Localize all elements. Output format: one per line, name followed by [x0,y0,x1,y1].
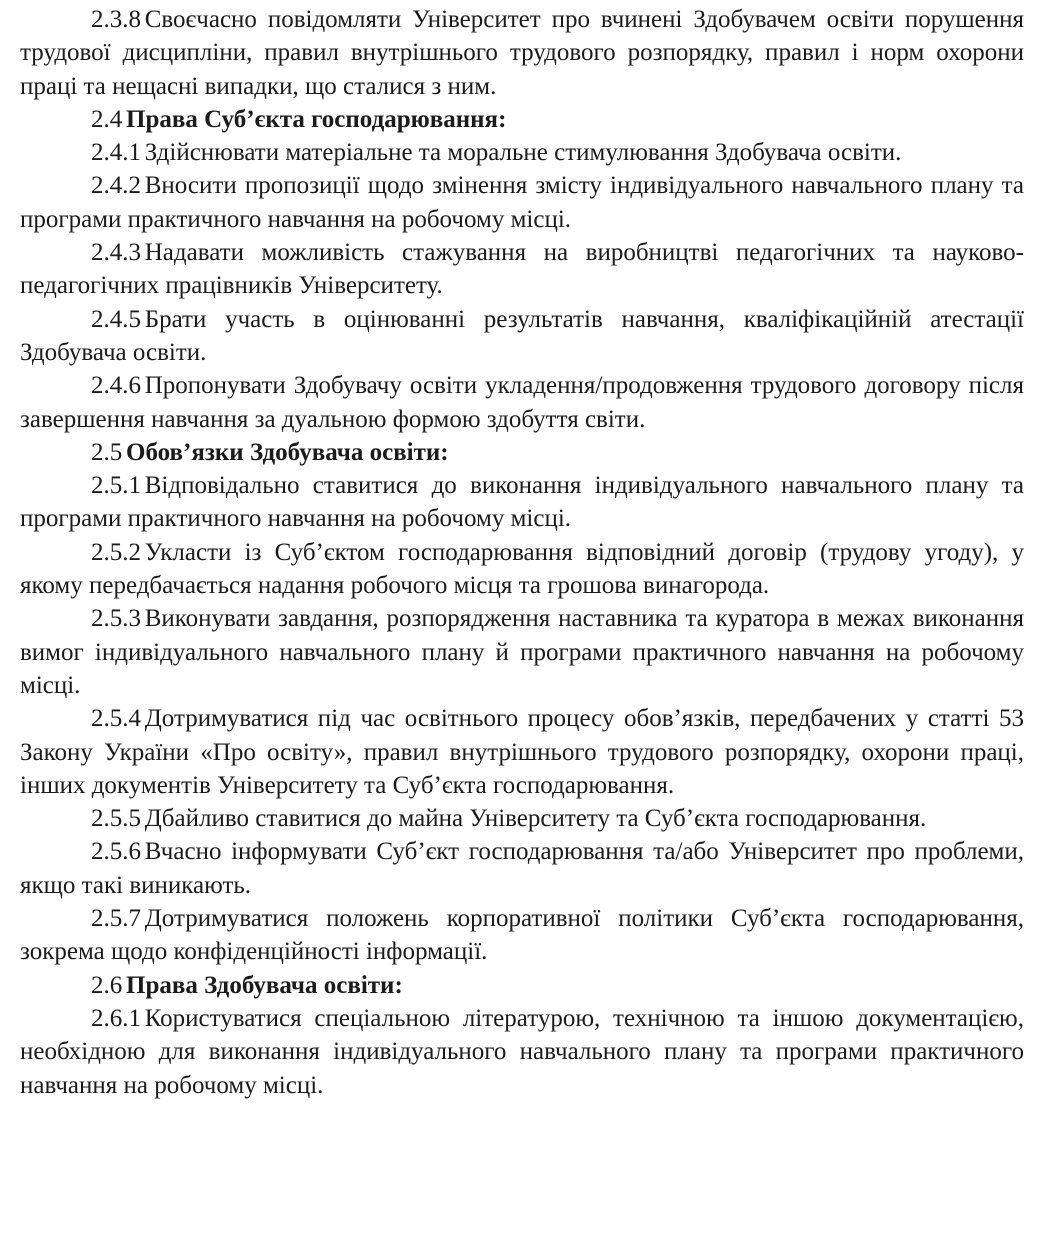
clause-number: 2.4.6 [91,372,141,400]
clause-number: 2.4.3 [91,239,141,267]
section-title: Обов’язки Здобувача освіти: [126,438,449,466]
clause-text: Виконувати завдання, розпорядження наставника та куратора в межах виконання вимог індивідуального навчального плану й програми практичного навчання на робочому місці. [20,605,1024,699]
section-number: 2.4 [91,105,123,133]
paragraph-2-5-2 [20,536,1024,603]
clause-text: Брати участь в оцінюванні результатів навчання, кваліфікаційній атестації Здобувача освіти. [20,305,1024,366]
paragraph-2-5-6 [20,835,1024,902]
clause-number: 2.4.2 [91,172,141,200]
clause-number: 2.5.1 [91,472,141,500]
clause-text: Укласти із Суб’єктом господарювання відповідний договір (трудову угоду), у якому передбачається надання робочого місця та грошова винагорода. [20,538,1024,600]
paragraph-2-5-7 [20,902,1024,969]
clause-text: Пропонувати Здобувачу освіти укладення/продовження трудового договору після завершення навчання за дуальною формою здобуття світи. [20,372,1024,433]
clause-text: Дбайливо ставитися до майна Університету та Суб’єкта господарювання. [144,805,927,833]
clause-text: Відповідально ставитися до виконання індивідуального навчального плану та програми практичного навчання на робочому місці. [20,472,1024,533]
paragraph-2-5-1 [20,469,1024,536]
clause-number: 2.3.8 [91,6,141,33]
clause-number: 2.6.1 [91,1004,141,1032]
clause-text: Надавати можливість стажування на виробництві педагогічних та науково-педагогічних працівників Університету. [20,239,1024,300]
section-title: Права Суб’єкта господарювання: [126,105,507,133]
section-number: 2.5 [91,438,123,466]
paragraph-2-5-5 [20,802,1024,835]
paragraph-2-3-8 [20,3,1024,103]
paragraph-2-4-3 [20,236,1024,303]
paragraph-2-5-4 [20,702,1024,802]
clause-number: 2.5.7 [91,905,141,933]
section-title: Права Здобувача освіти: [126,971,403,999]
clause-number: 2.5.3 [91,605,141,633]
clause-text: Своєчасно повідомляти Університет про вчинені Здобувачем освіти порушення трудової дисципліни, правил внутрішнього трудового розпорядку, правил і норм охорони праці та нещасні випадки, що сталися з ним. [20,6,1024,100]
clause-text: Дотримуватися під час освітнього процесу обов’язків, передбачених у статті 53 Закону України «Про освіту», правил внутрішнього трудового розпорядку, охорони праці, інших документів Університету та Суб’єкта господарювання. [20,705,1024,799]
section-heading-2-5 [20,436,1024,469]
clause-text: Вносити пропозиції щодо змінення змісту індивідуального навчального плану та програми практичного навчання на робочому місці. [20,172,1024,233]
clause-number: 2.4.5 [91,305,141,333]
clause-number: 2.5.6 [91,838,141,866]
paragraph-2-4-1 [20,136,1024,169]
clause-text: Здійснювати матеріальне та моральне стимулювання Здобувача освіти. [144,139,902,167]
clause-text: Вчасно інформувати Суб’єкт господарювання та/або Університет про проблеми, якщо такі виникають. [20,838,1024,899]
clause-text: Дотримуватися положень корпоративної політики Суб’єкта господарювання, зокрема щодо конфіденційності інформації. [20,905,1024,966]
paragraph-2-5-3 [20,602,1024,702]
clause-number: 2.4.1 [91,139,141,167]
clause-text: Користуватися спеціальною літературою, технічною та іншою документацією, необхідною для виконання індивідуального навчального плану та програми практичного навчання на робочому місці. [20,1004,1024,1099]
paragraph-2-4-6 [20,369,1024,436]
clause-number: 2.5.5 [91,805,141,833]
paragraph-2-4-2 [20,169,1024,236]
paragraph-2-6-1 [20,1002,1024,1102]
clause-number: 2.5.2 [91,538,141,566]
section-number: 2.6 [91,971,123,999]
section-heading-2-4 [20,103,1024,136]
section-heading-2-6 [20,969,1024,1002]
paragraph-2-4-5 [20,303,1024,370]
clause-number: 2.5.4 [91,705,141,733]
